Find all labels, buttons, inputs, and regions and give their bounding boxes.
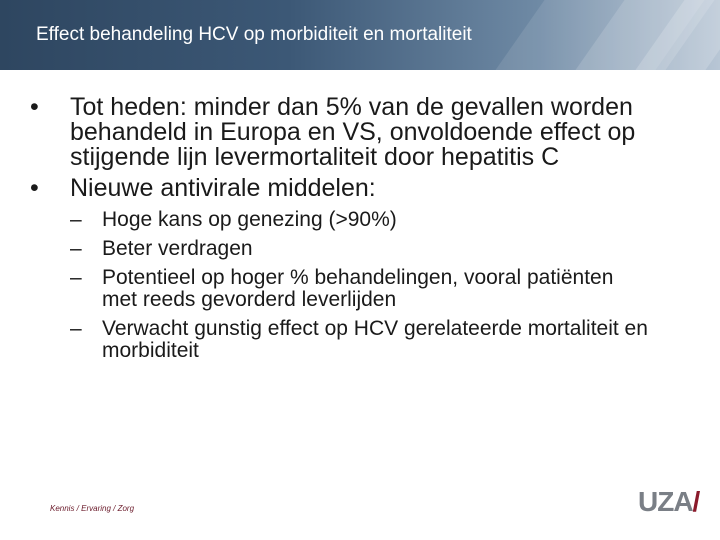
- sub-bullet-item: [30, 318, 650, 362]
- bullet-item: [30, 176, 650, 201]
- bullet-marker: •: [30, 93, 39, 121]
- logo-mark: /: [692, 486, 700, 517]
- sub-bullet-text: Verwacht gunstig effect op HCV gerelateerde mortaliteit en morbiditeit: [102, 317, 648, 362]
- bullet-list: [30, 95, 650, 369]
- sub-bullet-item: [30, 238, 650, 260]
- sub-bullet-item: [30, 209, 650, 231]
- sub-bullet-item: [30, 267, 650, 311]
- bullet-text: Nieuwe antivirale middelen:: [70, 174, 376, 202]
- uza-logo: [638, 486, 699, 518]
- logo-text: UZA: [638, 486, 693, 517]
- sub-bullet-marker: –: [70, 266, 82, 289]
- bullet-text: Tot heden: minder dan 5% van de gevallen worden behandeld in Europa en VS, onvoldoende effect op stijgende lijn levermortaliteit door hepatitis C: [70, 93, 636, 171]
- sub-bullet-list: [30, 209, 650, 362]
- sub-bullet-text: Potentieel op hoger % behandelingen, vooral patiënten met reeds gevorderd leverlijden: [102, 266, 614, 311]
- sub-bullet-text: Beter verdragen: [102, 237, 253, 260]
- bullet-marker: •: [30, 174, 39, 202]
- sub-bullet-text: Hoge kans op genezing (>90%): [102, 208, 397, 231]
- sub-bullet-marker: –: [70, 208, 82, 231]
- sub-bullet-marker: –: [70, 317, 82, 340]
- bullet-item: [30, 95, 650, 170]
- slide-title: Effect behandeling HCV op morbiditeit en mortaliteit: [36, 24, 472, 45]
- sub-bullet-marker: –: [70, 237, 82, 260]
- title-bar: [0, 0, 720, 70]
- footer-tagline: Kennis / Ervaring / Zorg: [50, 504, 135, 513]
